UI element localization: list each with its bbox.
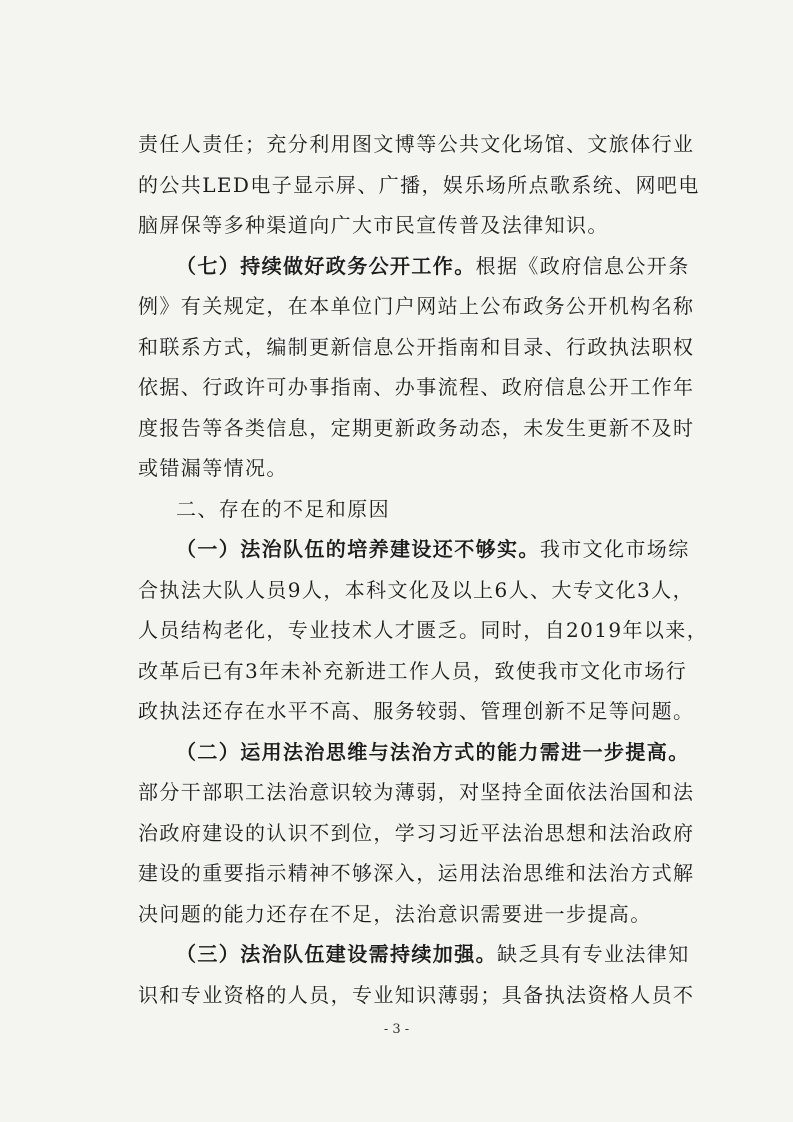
line-text: 我市文化市场综	[539, 537, 690, 561]
text-line	[138, 327, 695, 368]
line-text: 脑屏保等多种渠道向广大市民宣传普及法律知识。	[138, 213, 609, 237]
section-heading-line	[138, 934, 690, 975]
chapter-heading: 二、存在的不足和原因	[176, 496, 390, 521]
line-text: 责任人责任；充分利用图文博等公共文化场馆、文旅体行业	[138, 132, 695, 156]
line-text: 度报告等各类信息，定期更新政务动态，未发生更新不及时	[138, 415, 695, 440]
line-text: 改革后已有3年未补充新进工作人员，致使我市文化市场行	[138, 658, 688, 683]
text-line	[138, 772, 695, 813]
text-line	[138, 367, 695, 408]
text-line	[138, 408, 695, 449]
line-text: 部分干部职工法治意识较为薄弱，对坚持全面依法治国和法	[138, 780, 695, 804]
section-heading: （一）法治队伍的培养建设还不够实。	[176, 537, 540, 561]
text-line	[138, 205, 683, 246]
line-text: 治政府建设的认识不到位，学习习近平法治思想和法治政府	[138, 820, 695, 845]
line-text: 建设的重要指示精神不够深入，运用法治思维和法治方式解	[138, 861, 695, 885]
line-text: 识和专业资格的人员，专业知识薄弱；具备执法资格人员不	[138, 982, 695, 1007]
line-text: 或错漏等情况。	[138, 456, 288, 480]
text-line	[138, 853, 695, 894]
section-heading: （七）持续做好政务公开工作。	[176, 253, 476, 278]
line-text: 政执法还存在水平不高、服务较弱、管理创新不足等问题。	[138, 699, 695, 723]
text-line	[138, 570, 694, 611]
text-line	[138, 691, 695, 732]
line-text: 人员结构老化，专业技术人才匮乏。同时，自2019年以来，	[138, 618, 709, 642]
text-line	[138, 894, 683, 935]
chapter-heading-line	[138, 489, 683, 530]
line-text: 的公共LED电子显示屏、广播，娱乐场所点歌系统、网吧电	[138, 172, 700, 197]
section-heading: （三）法治队伍建设需持续加强。	[176, 942, 497, 966]
line-text: 合执法大队人员9人，本科文化及以上6人、大专文化3人，	[138, 577, 694, 602]
document-body	[138, 124, 709, 1015]
line-text: 依据、行政许可办事指南、办事流程、政府信息公开工作年	[138, 375, 695, 399]
text-line	[138, 610, 709, 651]
line-text: 根据《政府信息公开条	[475, 253, 690, 278]
line-text: 决问题的能力还存在不足，法治意识需要进一步提高。	[138, 901, 652, 926]
line-text: 缺乏具有专业法律知	[497, 942, 690, 966]
line-text: 和联系方式，编制更新信息公开指南和目录、行政执法职权	[138, 334, 695, 359]
section-heading-line	[138, 732, 690, 773]
text-line	[138, 124, 695, 165]
text-line	[138, 975, 695, 1016]
section-heading-line	[138, 529, 690, 570]
text-line	[138, 165, 700, 206]
text-line	[138, 813, 695, 854]
text-line	[138, 448, 683, 489]
section-heading: （二）运用法治思维与法治方式的能力需进一步提高。	[176, 739, 690, 764]
page-number: - 3 -	[383, 1022, 410, 1037]
section-heading-line	[138, 246, 690, 287]
line-text: 例》有关规定，在本单位门户网站上公布政务公开机构名称	[138, 294, 695, 318]
text-line	[138, 651, 688, 692]
text-line	[138, 286, 695, 327]
